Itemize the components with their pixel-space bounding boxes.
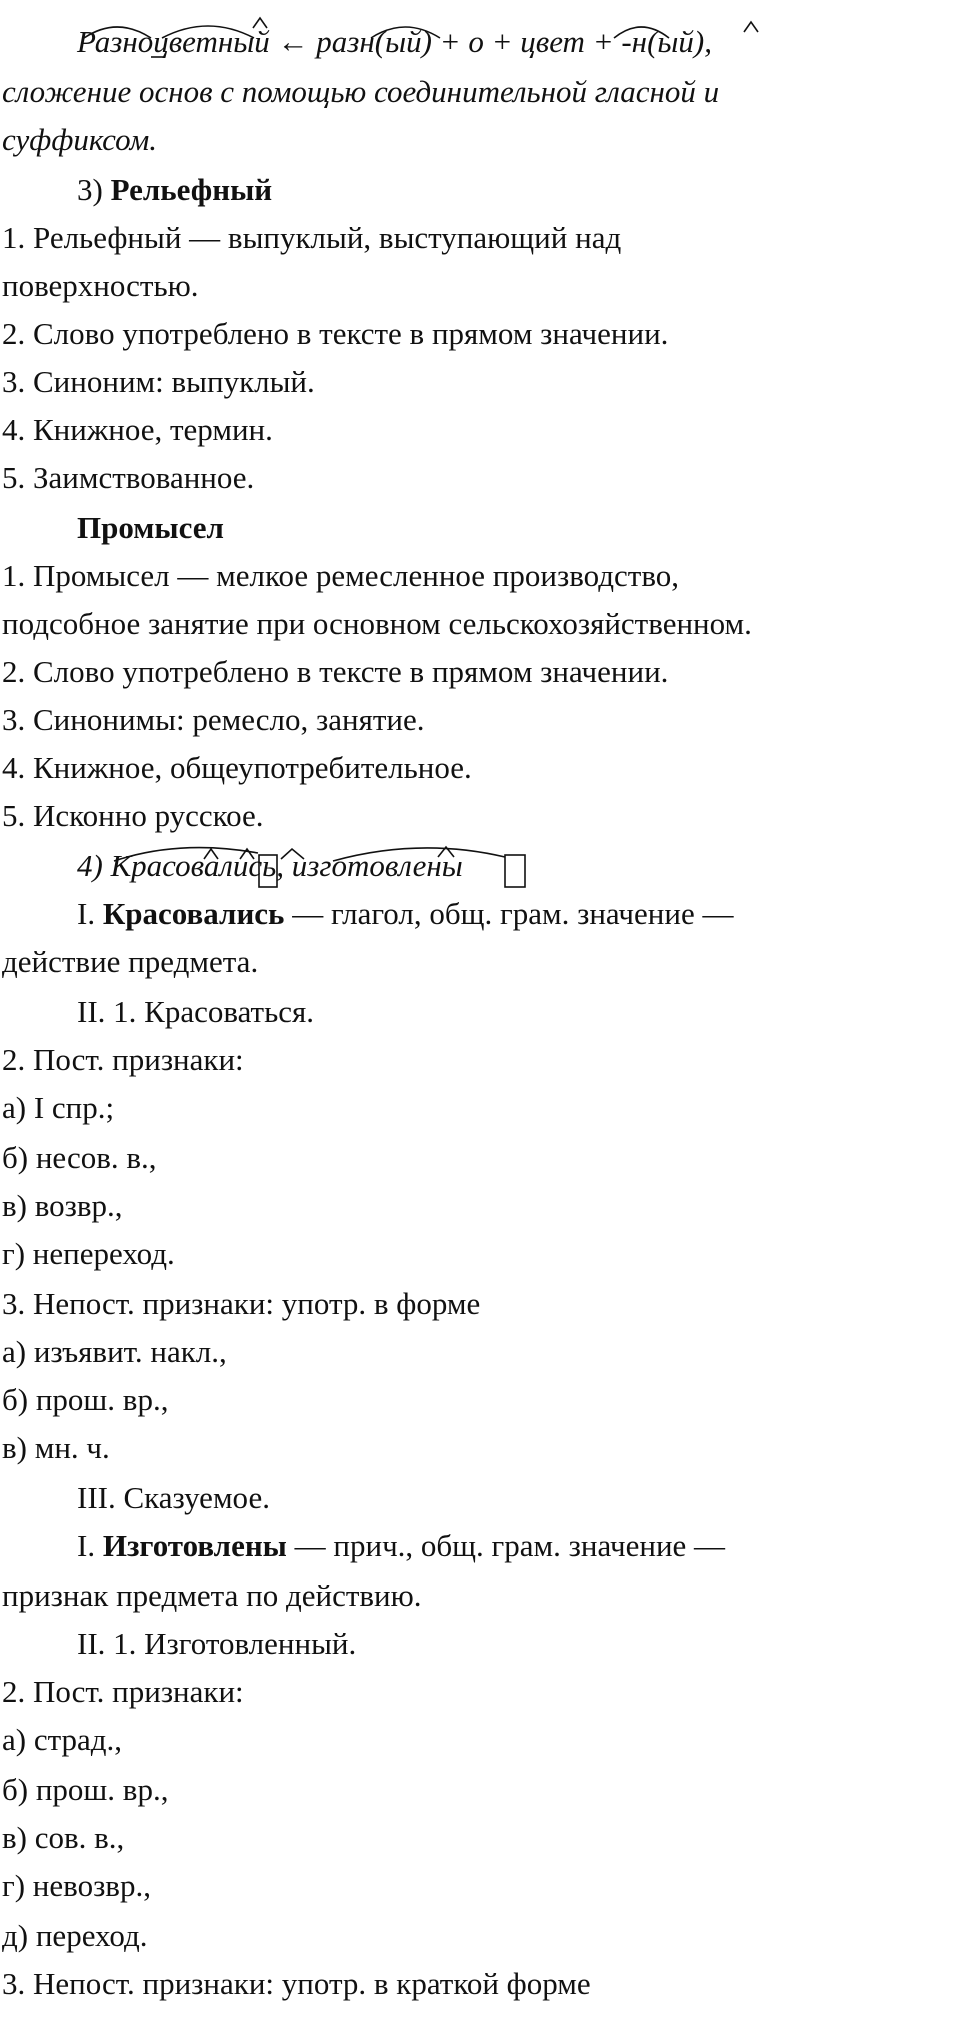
text-line: признак предмета по действию. xyxy=(2,1578,422,1613)
text-line: б) прош. вр., xyxy=(2,1382,169,1417)
text-line: 3. Синоним: выпуклый. xyxy=(2,364,315,399)
text-line: а) I спр.; xyxy=(2,1090,115,1125)
text-line: 2. Пост. признаки: xyxy=(2,1674,244,1709)
text-line: I. Красовались — глагол, общ. грам. значение — xyxy=(77,896,734,931)
text-line: в) мн. ч. xyxy=(2,1430,110,1465)
text-line: 3. Синонимы: ремесло, занятие. xyxy=(2,702,425,737)
text-line: г) невозвр., xyxy=(2,1868,151,1903)
section-heading: 4) Красовались, изготовлены xyxy=(77,848,463,883)
text-line: II. 1. Изготовленный. xyxy=(77,1626,357,1661)
text-line: 5. Исконно русское. xyxy=(2,798,264,833)
text-line: б) прош. вр., xyxy=(2,1772,169,1807)
formula-arrow: ← xyxy=(277,24,309,59)
text-line: в) возвр., xyxy=(2,1188,123,1223)
parsed-word-bold: Изготовлены xyxy=(102,1528,287,1563)
text-line: в) сов. в., xyxy=(2,1820,125,1855)
parsed-word-bold: Красовались xyxy=(102,896,285,931)
text-line: 2. Слово употреблено в тексте в прямом значении. xyxy=(2,654,669,689)
text-line: б) несов. в., xyxy=(2,1140,157,1175)
text-line: а) изъявит. накл., xyxy=(2,1334,227,1369)
text-line: 4. Книжное, общеупотребительное. xyxy=(2,750,472,785)
text-line: поверхностью. xyxy=(2,268,199,303)
text-line: I. Изготовлены — прич., общ. грам. значение — xyxy=(77,1528,726,1563)
text-line: 2. Пост. признаки: xyxy=(2,1042,244,1077)
parsed-word: Красовались xyxy=(110,848,277,883)
suffix-mark xyxy=(744,22,758,32)
text-line: 1. Рельефный — выпуклый, выступающий над xyxy=(2,220,622,255)
text-line: II. 1. Красоваться. xyxy=(77,994,314,1029)
formula-word: Разноцветный xyxy=(77,24,270,59)
text-line: III. Сказуемое. xyxy=(77,1480,270,1515)
parsed-word: изготовлены xyxy=(291,848,463,883)
text-line: 4. Книжное, термин. xyxy=(2,412,273,447)
section-heading: 3) Рельефный xyxy=(77,172,273,207)
text-line: г) непереход. xyxy=(2,1236,175,1271)
text-line: а) страд., xyxy=(2,1722,123,1757)
text-line: 3. Непост. признаки: употр. в форме xyxy=(2,1286,481,1321)
ending-box xyxy=(505,855,525,887)
text-line: подсобное занятие при основном сельскохозяйственном. xyxy=(2,606,752,641)
section-title: Рельефный xyxy=(110,172,273,207)
text-line: д) переход. xyxy=(2,1918,148,1953)
text-line: суффиксом. xyxy=(2,122,157,157)
section-title: Промысел xyxy=(77,510,224,545)
text-line: 5. Заимствованное. xyxy=(2,460,255,495)
text-line: 2. Слово употреблено в тексте в прямом значении. xyxy=(2,316,669,351)
text-line: 1. Промысел — мелкое ремесленное производство, xyxy=(2,558,680,593)
text-line: 3. Непост. признаки: употр. в краткой форме xyxy=(2,1966,591,2001)
text-line: действие предмета. xyxy=(2,944,259,979)
text-line: сложение основ с помощью соединительной гласной и xyxy=(2,74,720,109)
word-formation-formula xyxy=(77,22,712,62)
formula-parts: разн(ый) + о + цвет + -н(ый), xyxy=(316,24,712,59)
